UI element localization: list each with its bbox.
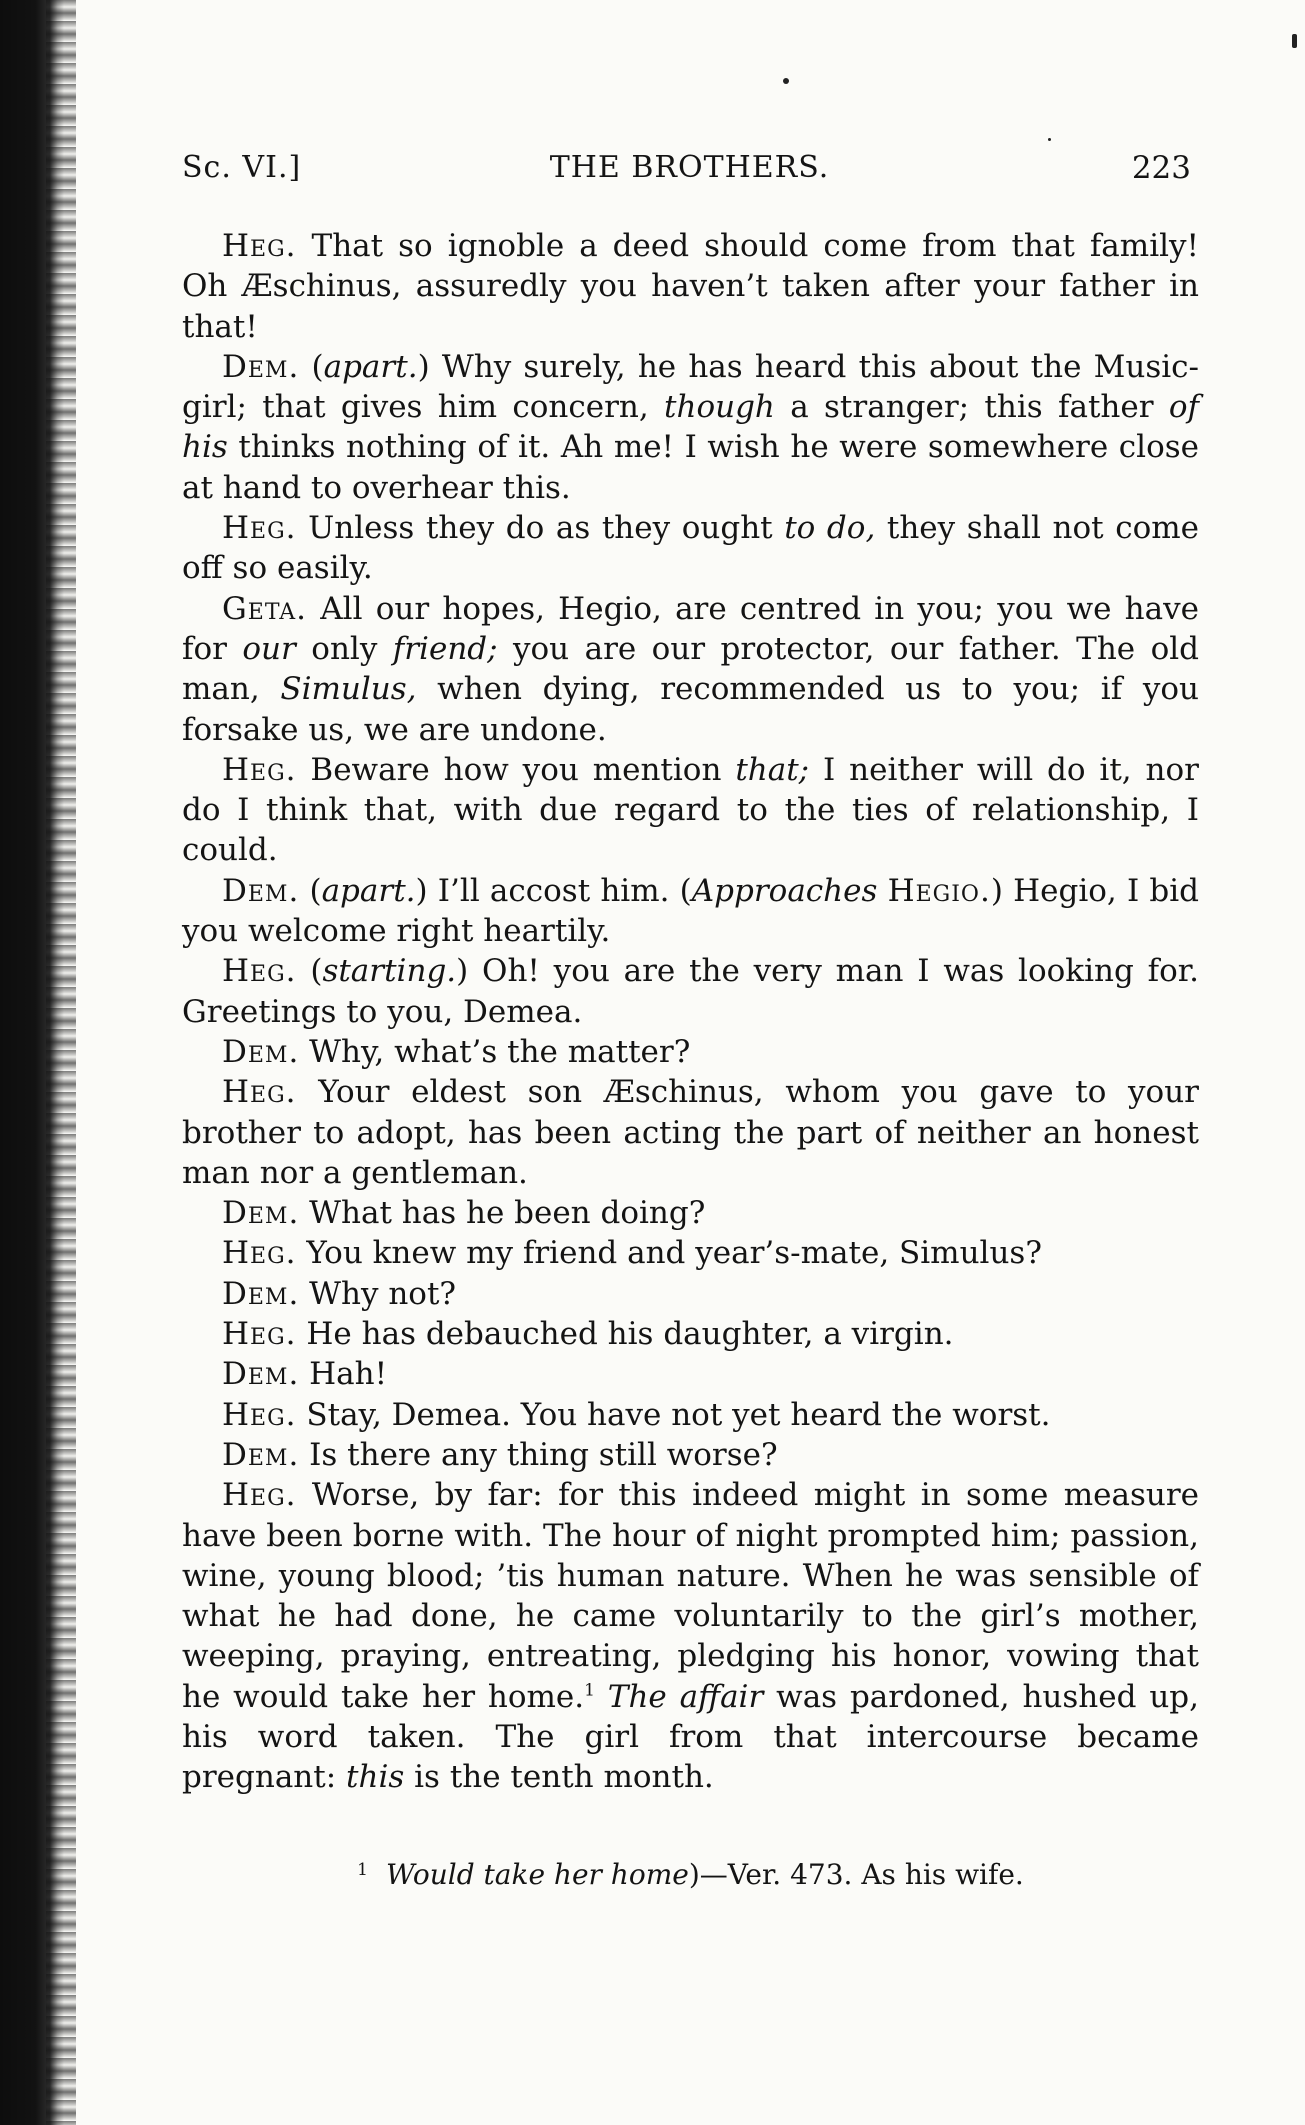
speech-text (877, 873, 887, 909)
dialogue-paragraph (182, 1314, 1199, 1354)
speech-text: Stay, Demea. You have not yet heard the worst. (296, 1396, 1051, 1433)
speech-text: a stranger; this father (774, 389, 1169, 426)
footnote-ref: 1 (584, 1680, 595, 1701)
speech-text: You knew my friend and year’s-mate, Simulus? (296, 1235, 1042, 1272)
speech-text: ) Oh! you are the very man I was looking for. Greetings to you, Demea. (182, 953, 1200, 1030)
italic-text: our (242, 630, 296, 667)
speaker-name: Heg. (222, 228, 297, 264)
footnote-mark: 1 (357, 1860, 368, 1880)
page-speck (783, 78, 789, 84)
dialogue-body (182, 226, 1199, 1798)
italic-text: apart. (323, 348, 418, 385)
speech-text: Worse, by far: for this indeed might in some measure have been borne with. The hour of night prompted him; passion, wine, young blood; ’tis human nature. When he was sensible of what he had done, he came voluntarily to the girl’s mother, weeping, praying, entreating, pledging his honor, vowing that he would take her home. (182, 1477, 1199, 1715)
dialogue-paragraph (182, 750, 1199, 871)
speaker-name: Dem. (222, 872, 300, 909)
dialogue-paragraph (182, 1435, 1199, 1475)
speech-text: ) I’ll accost him. ( (415, 872, 692, 909)
speech-text: Why not? (299, 1275, 457, 1312)
header-scene: Sc. VI.] (182, 150, 302, 185)
dialogue-paragraph (182, 589, 1199, 750)
dialogue-paragraph (182, 1072, 1199, 1193)
header-title: THE BROTHERS. (549, 150, 830, 185)
dialogue-paragraph (182, 508, 1199, 589)
speaker-name: Dem. (222, 1275, 300, 1312)
speech-text: they shall not come off so easily. (182, 510, 1199, 587)
speech-text: ( (299, 348, 324, 385)
italic-text: of his (182, 389, 1199, 466)
speech-text: only (295, 630, 393, 667)
speech-text: Beware how you mention (296, 751, 736, 788)
speech-text (595, 1679, 608, 1715)
dialogue-paragraph (182, 1193, 1199, 1233)
italic-text: apart. (321, 872, 416, 909)
dialogue-paragraph (182, 1274, 1199, 1314)
italic-text: The affair (607, 1678, 764, 1715)
speech-text: ) Why surely, he has heard this about the Music-girl; that gives him concern, (182, 348, 1199, 426)
speaker-name: Heg. (222, 1235, 297, 1272)
speech-text: Unless they do as they ought (296, 510, 785, 547)
speaker-name: Dem. (222, 1033, 300, 1070)
speech-text: I neither will do it, nor do I think that, with due regard to the ties of relationship, I could. (182, 751, 1199, 869)
speech-text: thinks nothing of it. Ah me! I wish he were somewhere close at hand to overhear this. (182, 429, 1199, 506)
running-header (182, 150, 1197, 194)
speech-text: you are our protector, our father. The old man, (182, 630, 1199, 708)
dialogue-paragraph (182, 1354, 1199, 1394)
speech-text: is the tenth month. (404, 1759, 714, 1796)
speech-text: was pardoned, hushed up, his word taken. The girl from that intercourse became pregnant: (182, 1678, 1199, 1796)
speaker-name: Heg. (222, 751, 297, 788)
speech-text: Your eldest son Æschinus, whom you gave to your brother to adopt, has been acting the part of neither an honest man nor a gentleman. (182, 1074, 1199, 1191)
speech-text: That so ignoble a deed should come from that family! Oh Æschinus, assuredly you haven’t taken after your father in that! (182, 228, 1199, 345)
book-binding-shadow (0, 0, 64, 2125)
page-speck (1292, 34, 1297, 48)
speaker-name: Heg. (222, 1074, 297, 1111)
italic-text: this (346, 1759, 405, 1796)
italic-text: friend; (392, 630, 498, 667)
italic-text: that; (735, 751, 810, 788)
speaker-name: Heg. (222, 1477, 297, 1514)
page-number: 223 (1131, 150, 1191, 186)
italic-text: Simulus, (280, 671, 417, 708)
dialogue-paragraph (182, 1032, 1199, 1072)
speaker-name: Dem. (222, 1195, 300, 1232)
speech-text: when dying, recommended us to you; if you forsake us, we are undone. (182, 671, 1199, 748)
speaker-name: Dem. (222, 1356, 300, 1393)
footnote-text: )—Ver. 473. As his wife. (688, 1858, 1024, 1891)
speaker-name: Dem. (222, 1436, 300, 1473)
italic-text: starting. (322, 953, 457, 990)
italic-text: to do, (784, 510, 876, 547)
italic-text: though (664, 389, 775, 426)
dialogue-paragraph (182, 951, 1199, 1032)
dialogue-paragraph (182, 871, 1199, 952)
dialogue-paragraph (182, 1475, 1199, 1797)
italic-text: Approaches (691, 872, 878, 909)
speaker-name: Heg. (222, 510, 297, 547)
speaker-name: Heg. (222, 1316, 297, 1353)
dialogue-paragraph (182, 1233, 1199, 1273)
footnote (182, 1852, 1199, 1893)
page-speck (1048, 138, 1051, 141)
speech-text: All our hopes, Hegio, are centred in you; you we have for (182, 590, 1199, 667)
speaker-name: Heg. (222, 1396, 297, 1433)
speech-text: ) Hegio, I bid you welcome right heartily. (182, 872, 1199, 950)
speech-text: ( (299, 872, 322, 909)
dialogue-paragraph (182, 1395, 1199, 1435)
speech-text: Hah! (299, 1356, 388, 1393)
speech-text: He has debauched his daughter, a virgin. (296, 1316, 954, 1353)
speech-text: Is there any thing still worse? (299, 1436, 778, 1473)
speaker-name: Geta. (222, 590, 308, 627)
dialogue-paragraph (182, 226, 1199, 347)
speaker-name: Heg. (222, 953, 297, 990)
dialogue-paragraph (182, 347, 1199, 508)
small-caps-name: Hegio. (887, 872, 991, 909)
speech-text: ( (296, 953, 323, 990)
speaker-name: Dem. (222, 348, 300, 385)
speech-text: Why, what’s the matter? (299, 1033, 691, 1070)
speech-text: What has he been doing? (299, 1195, 706, 1232)
footnote-italic: Would take her home (385, 1858, 689, 1891)
